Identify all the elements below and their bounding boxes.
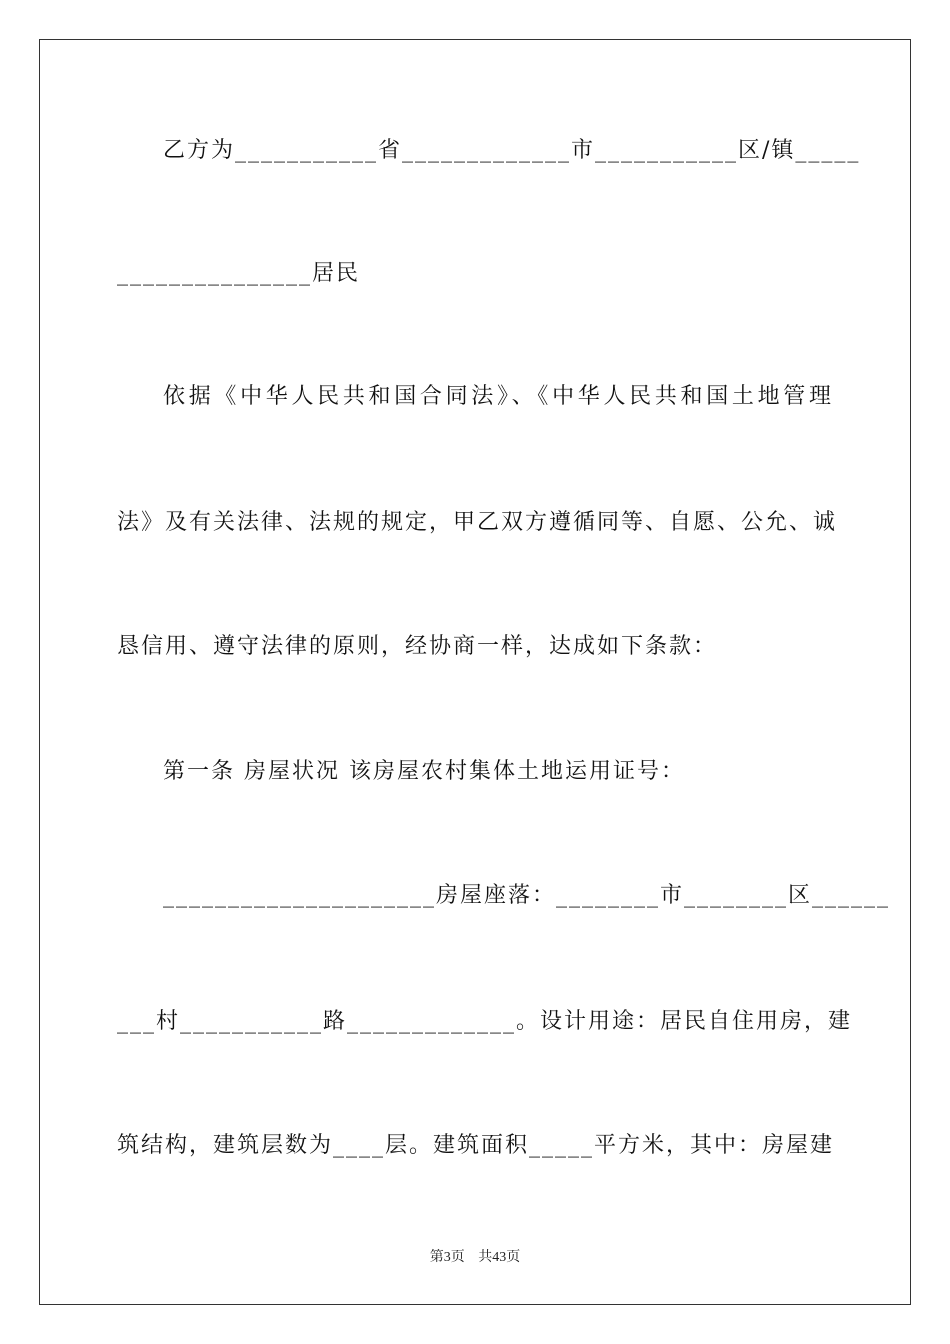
page-border — [39, 39, 911, 1305]
page-footer — [0, 1246, 950, 1266]
text-line: 筑结构，建筑层数为____层。建筑面积_____平方米，其中：房屋建 — [117, 1133, 835, 1158]
text-line: 乙方为___________省_____________市___________区/镇_____ — [163, 138, 861, 163]
text-line: 第一条 房屋状况 该房屋农村集体土地运用证号： — [163, 759, 685, 784]
text-line: ___村___________路_____________。设计用途：居民自住用房，建 — [117, 1009, 853, 1034]
text-line: 恳信用、遵守法律的原则，经协商一样，达成如下条款： — [117, 634, 718, 659]
page-number: 第3页 — [429, 1250, 465, 1265]
text-line: _______________居民 — [117, 261, 361, 286]
text-line: 依据《中华人民共和国合同法》、《中华人民共和国土地管理 — [163, 384, 833, 409]
text-line: 法》及有关法律、法规的规定，甲乙双方遵循同等、自愿、公允、诚 — [117, 510, 838, 535]
text-line: _____________________房屋座落：________市________区______ — [163, 883, 891, 908]
page-total: 共43页 — [478, 1250, 521, 1265]
